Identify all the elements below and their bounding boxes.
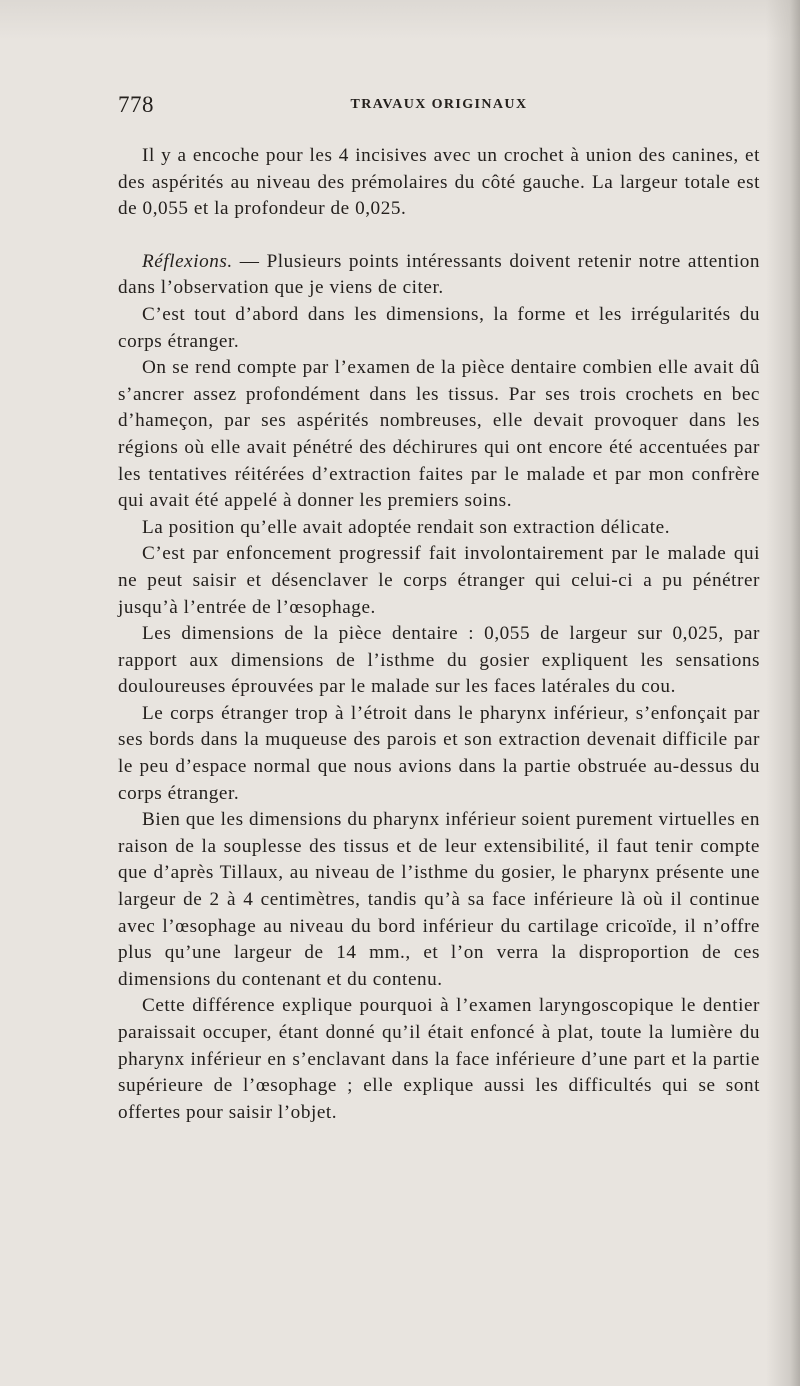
paragraph-3: C’est tout d’abord dans les dimensions, la forme et les irrégularités du corps étranger. [118,303,760,352]
paragraph-2: Réflexions. — Plusieurs points intéressants doivent retenir notre attention dans l’observation que je viens de citer. [118,250,760,299]
paragraph-8: Le corps étranger trop à l’étroit dans le pharynx inférieur, s’enfonçait par ses bords dans la muqueuse des parois et son extraction devenait difficile par le peu d’espace normal que nous avions dans la partie obstruée au-dessus du corps étranger. [118,702,760,804]
paragraph-6: C’est par enfoncement progressif fait involontairement par le malade qui ne peut saisir et désenclaver le corps étranger qui celui-ci a pu pénétrer jusqu’à l’entrée de l’œsophage. [118,543,760,618]
paragraph-1: Il y a encoche pour les 4 incisives avec un crochet à union des canines, et des aspérités au niveau des prémolaires du côté gauche. La largeur totale est de 0,055 et la profondeur de 0,025. [118,145,760,220]
paragraph-4: On se rend compte par l’examen de la pièce dentaire combien elle avait dû s’ancrer assez profondément dans les tissus. Par ses trois crochets en bec d’hameçon, par ses aspérités nombreuses, elle devait provoquer dans les régions où elle avait pénétré des déchirures qui ont encore été accentuées par les tentatives réitérées d’extraction faites par le malade et par mon confrère qui avait été appelé à donner les premiers soins. [118,357,760,512]
paragraph-9: Bien que les dimensions du pharynx inférieur soient purement virtuelles en raison de la souplesse des tissus et de leur extensibilité, il faut tenir compte que d’après Tillaux, au niveau de l’isthme du gosier, le pharynx présente une largeur de 2 à 4 centimètres, tandis qu’à sa face inférieure là où il continue avec l’œsophage au niveau du bord inférieur du cartilage cricoïde, il n’offre plus qu’une largeur de 14 mm., et l’on verra la disproportion de ces dimensions du contenant et du contenu. [118,809,760,990]
paragraph-5: La position qu’elle avait adoptée rendait son extraction délicate. [142,516,671,538]
page-number: 778 [118,92,154,117]
paragraph-10: Cette différence explique pourquoi à l’examen laryngoscopique le dentier paraissait occuper, étant donné qu’il était enfoncé à plat, toute la lumière du pharynx inférieur en s’enclavant dans la face inférieure d’une part et la partie supérieure de l’œsophage ; elle explique aussi les difficultés qui se sont offertes pour saisir l’objet. [118,995,760,1123]
section-heading-reflexions: Réflexions. [142,250,233,272]
page-header [118,92,760,122]
page-binding-shadow [766,0,800,1386]
paragraph-7: Les dimensions de la pièce dentaire : 0,055 de largeur sur 0,025, par rapport aux dimensions de l’isthme du gosier expliquent les sensations douloureuses éprouvées par le malade sur les faces latérales du cou. [118,623,760,698]
body-text [118,143,760,1126]
page-top-shadow [0,0,800,40]
running-title: TRAVAUX ORIGINAUX [350,97,528,112]
